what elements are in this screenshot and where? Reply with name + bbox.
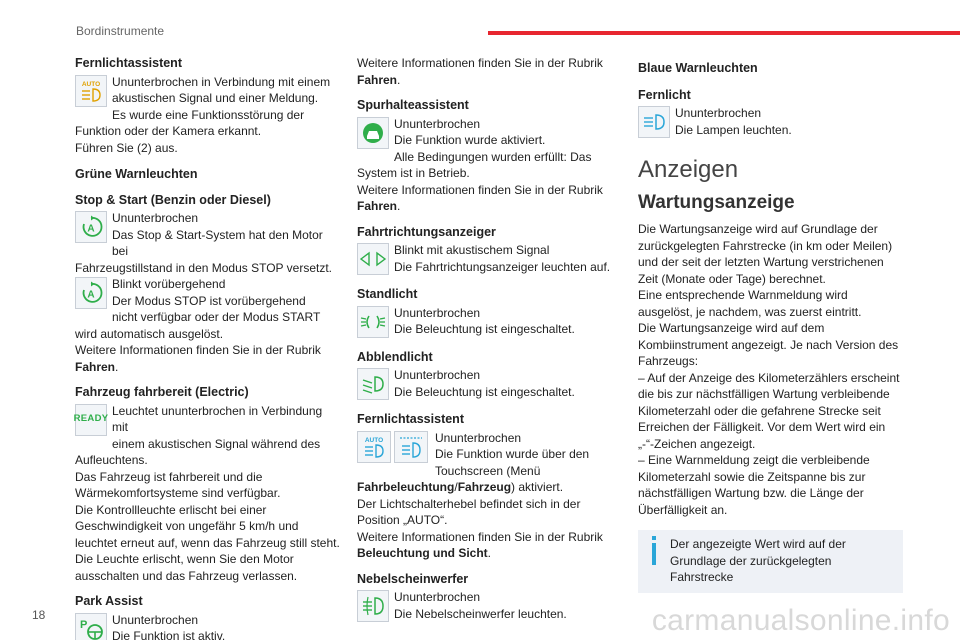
auto-headlight-icon bbox=[357, 431, 391, 463]
svg-text:A: A bbox=[87, 223, 95, 235]
column-1 bbox=[75, 55, 340, 640]
status-text: Ununterbrochen bbox=[675, 106, 762, 120]
column-2 bbox=[357, 55, 622, 624]
menu-path-1: Fahrbeleuchtung bbox=[357, 480, 455, 494]
description-text: Die Fahrtrichtungsanzeiger leuchten auf. bbox=[394, 259, 611, 274]
header-accent-bar bbox=[488, 31, 960, 35]
heading-blue-warnings: Blaue Warnleuchten bbox=[638, 61, 758, 75]
park-assist-icon bbox=[75, 613, 107, 640]
svg-text:A: A bbox=[87, 289, 95, 301]
status-text: Ununterbrochen bbox=[394, 116, 481, 131]
svg-text:AUTO: AUTO bbox=[364, 436, 384, 444]
stop-start-icon bbox=[75, 277, 107, 309]
section-title: Bordinstrumente bbox=[76, 24, 165, 38]
entry-dipped-beam bbox=[357, 367, 622, 402]
svg-text:AUTO: AUTO bbox=[81, 80, 101, 88]
dipped-beam-icon bbox=[357, 368, 389, 400]
description-text: Die Lampen leuchten. bbox=[675, 122, 792, 137]
reference-intro: Weitere Informationen finden Sie in der Rubrik bbox=[357, 56, 603, 70]
heading-fog-light: Nebelscheinwerfer bbox=[357, 571, 469, 586]
description-text: Die Funktion ist aktiv. bbox=[112, 629, 226, 640]
reference-intro: Weitere Informationen finden Sie in der Rubrik bbox=[357, 529, 603, 544]
status-text: Ununterbrochen bbox=[435, 430, 522, 445]
description-text: nicht verfügbar oder der Modus START wird automatisch ausgelöst. bbox=[75, 310, 321, 341]
status-text: Ununterbrochen in Verbindung mit einem bbox=[112, 74, 331, 89]
entry-fernlichtassistent-2 bbox=[357, 430, 622, 562]
reference-text: Weitere Informationen finden Sie in der Rubrik Fahren. bbox=[357, 182, 603, 213]
desc-part: / bbox=[454, 480, 458, 494]
reference-text: Weitere Informationen finden Sie in der Rubrik Fahren. bbox=[75, 343, 321, 374]
desc-part: Touchscreen (Menü bbox=[435, 463, 541, 478]
turn-signal-icon bbox=[357, 243, 389, 275]
heading-ready: Fahrzeug fahrbereit (Electric) bbox=[75, 385, 249, 399]
paragraph: – Eine Warnmeldung zeigt die verbleibende Kilometerzahl sowie die Zeitspanne bis zur nächstfälligen Wartung bzw. die Länge der Überfälligkeit an. bbox=[638, 453, 870, 517]
entry-turn-signal bbox=[357, 242, 622, 277]
description-text: Fahrzeugstillstand in den Modus STOP versetzt. bbox=[75, 260, 333, 275]
reference-intro: Weitere Informationen finden Sie in der Rubrik bbox=[75, 343, 321, 357]
description-text: Es wurde eine Funktionsstörung der Funktion oder der Kamera erkannt. bbox=[75, 107, 305, 138]
info-note-text: Der angezeigte Wert wird auf der Grundlage der zurückgelegten Fahrstrecke bbox=[670, 537, 846, 584]
status-text: Ununterbrochen bbox=[394, 368, 481, 382]
watermark: carmanualsonline.info bbox=[651, 604, 950, 637]
svg-text:P: P bbox=[80, 618, 88, 631]
high-beam-auto-icon bbox=[394, 431, 428, 463]
description-text: Die Beleuchtung ist eingeschaltet. bbox=[394, 384, 575, 399]
description-text: Der Lichtschalterhebel befindet sich in der Position „AUTO“. bbox=[357, 496, 581, 527]
description-text: Die Funktion wurde über den bbox=[435, 447, 590, 461]
ready-icon-text: READY bbox=[73, 413, 109, 425]
heading-green-warnings: Grüne Warnleuchten bbox=[75, 167, 198, 181]
reference-link[interactable]: Beleuchtung und Sicht bbox=[357, 546, 488, 560]
heading-dipped-beam: Abblendlicht bbox=[357, 349, 433, 364]
paragraph: Eine entsprechende Warnmeldung wird ausgelöst, je nachdem, was zuerst eintritt. bbox=[638, 288, 862, 319]
status-text: Ununterbrochen bbox=[112, 612, 199, 627]
info-note bbox=[638, 530, 903, 593]
paragraph: – Auf der Anzeige des Kilometerzählers erscheint die bis zur nächstfälligen Wartung verbleibende Kilometerzahl oder die gefahrene Strecke seit Erreichen der Fälligkeit. Vor dem Wert wird ein „-“-Zeichen angezeigt. bbox=[638, 370, 900, 451]
reference-link[interactable]: Fahren bbox=[75, 359, 116, 374]
menu-path-2: Fahrzeug bbox=[457, 480, 512, 494]
status-text: Ununterbrochen bbox=[394, 590, 481, 604]
desc-part: ) aktiviert. bbox=[511, 480, 564, 494]
description-text bbox=[357, 463, 622, 496]
entry-park-assist bbox=[75, 612, 340, 640]
reference-link[interactable]: Fahren bbox=[357, 72, 398, 87]
paragraph: Die Wartungsanzeige wird auf dem Kombiinstrument angezeigt. Je nach Version des Fahrzeugs: bbox=[638, 321, 899, 368]
reference-link[interactable]: Fahren bbox=[357, 199, 398, 213]
heading-lane-keep: Spurhalteassistent bbox=[357, 98, 469, 112]
description-text: Die Nebelscheinwerfer leuchten. bbox=[394, 606, 567, 621]
description-text: Aufleuchtens. bbox=[75, 453, 148, 467]
reference-text: Weitere Informationen finden Sie in der Rubrik Fahren. bbox=[357, 56, 603, 87]
paragraph: Die Wartungsanzeige wird auf Grundlage der zurückgelegten Fahrstrecke (in km oder Meilen) und der seit der letzten Wartung verstrichenen Zeit (Monate oder Tage) berechnet. bbox=[638, 222, 893, 286]
column-3 bbox=[638, 55, 903, 593]
status-text: Ununterbrochen bbox=[394, 305, 481, 320]
description-text: Die Funktion wurde aktiviert. bbox=[394, 133, 546, 147]
wartung-text bbox=[638, 221, 903, 518]
heading-fernlichtassistent-2: Fernlichtassistent bbox=[357, 412, 464, 426]
lane-keep-icon bbox=[357, 117, 389, 149]
description-text: Die Beleuchtung ist eingeschaltet. bbox=[394, 322, 575, 336]
heading-high-beam: Fernlicht bbox=[638, 87, 691, 102]
heading-fernlichtassistent: Fernlichtassistent bbox=[75, 56, 182, 70]
auto-headlight-icon bbox=[75, 75, 107, 107]
sidelight-icon bbox=[357, 306, 389, 338]
entry-stop-start-a bbox=[75, 210, 340, 276]
reference-intro: Weitere Informationen finden Sie in der Rubrik bbox=[357, 182, 603, 197]
description-text: akustischen Signal und einer Meldung. bbox=[112, 91, 319, 105]
headlight-icon-group bbox=[357, 431, 430, 463]
description-text: Die Kontrollleuchte erlischt bei einer Geschwindigkeit von ungefähr 5 km/h und leuchtet erneut auf, wenn das Fahrzeug still steht. bbox=[75, 502, 340, 550]
description-text: Die Leuchte erlischt, wenn Sie den Motor ausschalten und das Fahrzeug verlassen. bbox=[75, 552, 298, 583]
description-text: Alle Bedingungen wurden erfüllt: Das System ist in Betrieb. bbox=[357, 149, 592, 180]
info-icon bbox=[646, 536, 662, 586]
entry-fog-light bbox=[357, 589, 622, 624]
entry-sidelight bbox=[357, 305, 622, 340]
heading-park-assist: Park Assist bbox=[75, 594, 143, 608]
entry-ready bbox=[75, 403, 340, 585]
heading-sidelight: Standlicht bbox=[357, 287, 418, 301]
entry-fernlichtassistent bbox=[75, 74, 340, 157]
heading-turn-signal: Fahrtrichtungsanzeiger bbox=[357, 224, 496, 239]
entry-lane-keep bbox=[357, 116, 622, 215]
heading-stop-start: Stop & Start (Benzin oder Diesel) bbox=[75, 192, 271, 207]
status-text: Ununterbrochen bbox=[112, 211, 199, 225]
description-text: Führen Sie (2) aus. bbox=[75, 140, 178, 155]
ready-icon bbox=[75, 404, 107, 436]
fog-light-icon bbox=[357, 590, 389, 622]
entry-high-beam bbox=[638, 105, 903, 140]
heading-wartungsanzeige: Wartungsanzeige bbox=[638, 191, 795, 213]
section-heading-anzeigen: Anzeigen bbox=[638, 156, 739, 183]
high-beam-icon bbox=[638, 106, 670, 138]
description-text: einem akustischen Signal während des bbox=[112, 436, 321, 451]
reference-text: Weitere Informationen finden Sie in der Rubrik Beleuchtung und Sicht. bbox=[357, 529, 603, 560]
page-number: 18 bbox=[32, 608, 46, 622]
description-text: Das Stop & Start-System hat den Motor bei bbox=[112, 227, 323, 258]
status-text: Leuchtet ununterbrochen in Verbindung mit bbox=[112, 403, 323, 434]
description-text: Das Fahrzeug ist fahrbereit und die Wärmekomfortsysteme sind verfügbar. bbox=[75, 469, 281, 500]
status-text: Blinkt vorübergehend bbox=[112, 277, 226, 291]
entry-stop-start-b bbox=[75, 276, 340, 375]
status-text: Blinkt mit akustischem Signal bbox=[394, 243, 550, 257]
description-text: Der Modus STOP ist vorübergehend bbox=[112, 293, 306, 308]
stop-start-icon bbox=[75, 211, 107, 243]
